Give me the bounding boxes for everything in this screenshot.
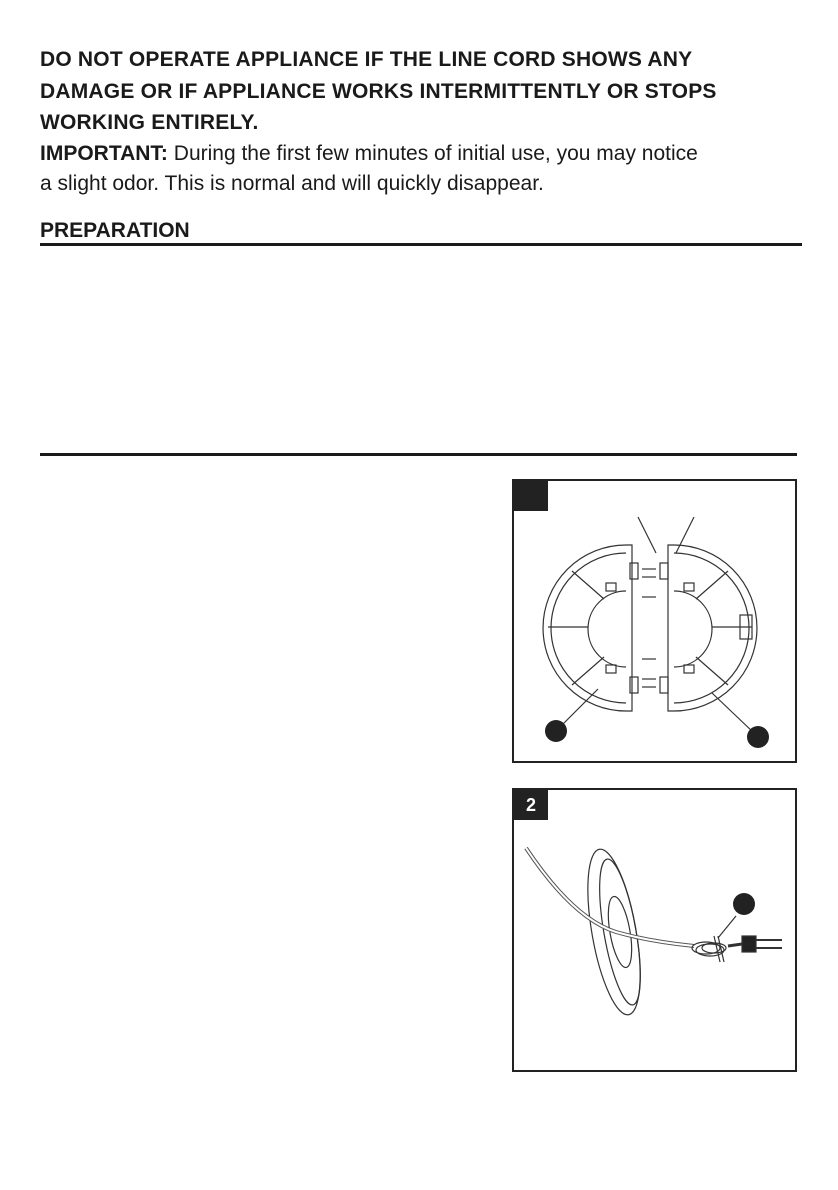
warning-line-1: DO NOT OPERATE APPLIANCE IF THE LINE CORD SHOWS ANY (40, 48, 693, 71)
important-label: IMPORTANT: (40, 142, 168, 165)
section-rule-top (40, 243, 802, 246)
important-text-1: During the first few minutes of initial use, you may notice (167, 142, 698, 165)
callout-right (747, 726, 769, 748)
left-base-outer (543, 545, 626, 711)
base-halves-diagram (514, 481, 795, 761)
warning-line-3: WORKING ENTIRELY. (40, 111, 259, 134)
right-base-outer (674, 545, 757, 711)
section-rule-bottom (40, 453, 797, 456)
warning-line-2: DAMAGE OR IF APPLIANCE WORKS INTERMITTENTLY OR STOPS (40, 80, 717, 103)
figure-1 (512, 479, 797, 763)
cord-diagram (514, 790, 795, 1070)
figure-2 (512, 788, 797, 1072)
important-note-line-2: a slight odor. This is normal and will quickly disappear. (40, 172, 544, 195)
callout-cord (733, 893, 755, 915)
important-note-line-1 (40, 142, 698, 166)
figure-2-number: 2 (514, 790, 548, 820)
section-title: PREPARATION (40, 219, 190, 242)
callout-left (545, 720, 567, 742)
